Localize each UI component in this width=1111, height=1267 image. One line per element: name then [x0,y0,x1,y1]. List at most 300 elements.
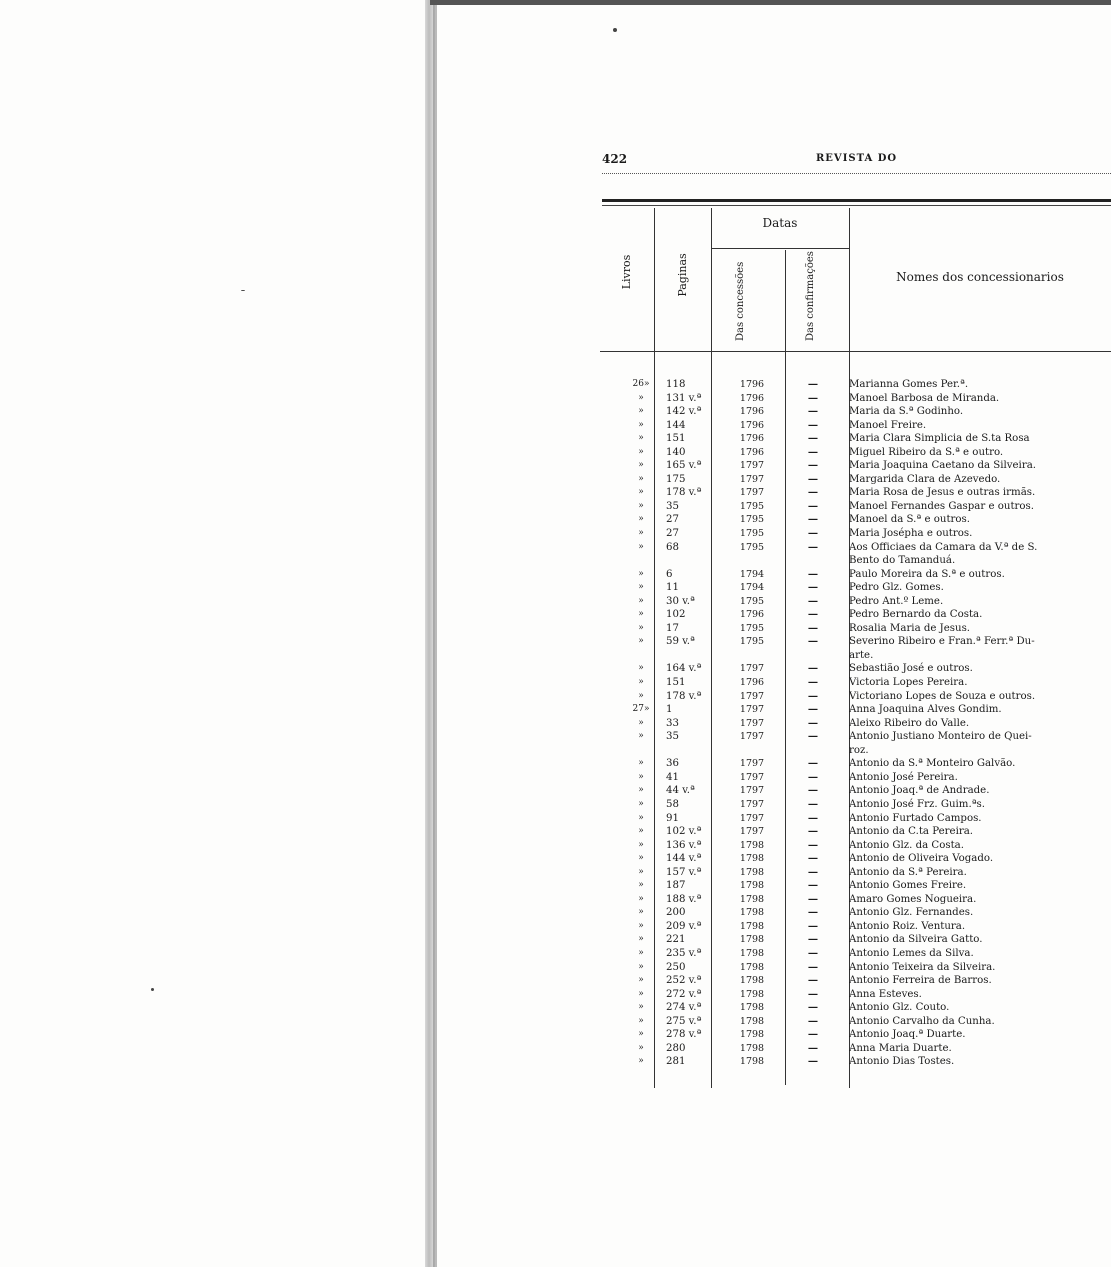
cell-concessao: 1794 [739,582,765,594]
cell-livro: » [638,920,644,931]
cell-concessao: 1796 [739,677,765,689]
cell-pagina: 91 [666,812,679,824]
cell-confirmacao: — [807,974,819,987]
cell-pagina: 209 v.ª [666,920,702,932]
cell-concessao: 1798 [739,1056,765,1068]
cell-concessao: 1795 [739,622,765,634]
cell-concessao: 1796 [739,433,765,445]
cell-nome: Pedro Bernardo da Costa. [849,609,983,621]
cell-confirmacao: — [807,378,819,390]
cell-nome: Antonio Joaq.ª de Andrade. [849,785,990,797]
cell-nome: Antonio Gomes Freire. [849,880,967,892]
cell-nome: Manoel Fernandes Gaspar e outros. [849,500,1035,512]
cell-pagina: 102 v.ª [666,826,702,838]
cell-concessao: 1795 [739,528,765,540]
cell-pagina: 164 v.ª [666,663,702,675]
cell-concessao: 1798 [739,866,765,878]
cell-livro: » [638,947,644,958]
cell-livro: » [638,866,644,877]
cell-nome: Margarida Clara de Azevedo. [849,473,1001,485]
cell-nome: Antonio da S.ª Monteiro Galvão. [849,758,1016,770]
cell-nome: Antonio Glz. Couto. [849,1002,950,1014]
cell-nome: Antonio Roiz. Ventura. [849,920,966,932]
cell-pagina: 178 v.ª [666,690,702,702]
cell-pagina: 275 v.ª [666,1015,702,1027]
cell-confirmacao: — [807,825,819,838]
table-row [602,866,1111,880]
cell-confirmacao: — [807,445,819,458]
table-row [602,1015,1111,1029]
table-row [602,527,1111,541]
cell-confirmacao: — [807,730,819,743]
cell-confirmacao: — [807,1014,819,1027]
cell-pagina: 131 v.ª [666,392,702,404]
cell-confirmacao: — [807,811,819,824]
cell-confirmacao: — [807,608,819,621]
cell-confirmacao: — [807,879,819,892]
cell-livro: » [638,595,644,606]
cell-livro: » [638,988,644,999]
cell-concessao: 1798 [739,920,765,932]
cell-livro: » [638,880,644,891]
table-row [602,717,1111,731]
cell-livro: » [638,853,644,864]
cell-nome: Pedro Glz. Gomes. [849,582,944,594]
table-row [602,473,1111,487]
cell-concessao: 1797 [739,487,765,499]
cell-concessao: 1798 [739,947,765,959]
cell-concessao: 1796 [739,392,765,404]
cell-concessao: 1798 [739,893,765,905]
cell-concessao: 1798 [739,839,765,851]
table-row [602,1055,1111,1069]
cell-confirmacao: — [807,567,819,580]
table-row [602,635,1111,649]
book-gutter-fold [433,0,437,1267]
cell-livro: » [638,798,644,809]
running-title: REVISTA DO [816,153,898,164]
table-row [602,974,1111,988]
table-row [602,730,1111,744]
cell-concessao: 1797 [739,731,765,743]
table-row [602,771,1111,785]
cell-livro: » [638,771,644,782]
table-top-rule [602,199,1111,202]
cell-pagina: 142 v.ª [666,406,702,418]
cell-confirmacao: — [807,784,819,797]
scan-speck [241,290,245,291]
table-row [602,879,1111,893]
cell-concessao: 1797 [739,663,765,675]
cell-nome: Antonio Dias Tostes. [849,1056,955,1068]
table-row [602,825,1111,839]
cell-livro: » [638,636,644,647]
cell-pagina: 58 [666,798,679,810]
cell-nome: Antonio Carvalho da Cunha. [849,1015,995,1027]
header-datas: Datas [762,216,798,230]
cell-pagina: 36 [666,758,679,770]
table-row [602,933,1111,947]
cell-confirmacao: — [807,432,819,445]
cell-confirmacao: — [807,960,819,973]
cell-livro: » [638,568,644,579]
header-das-concessoes: Das concessões [735,261,746,341]
cell-livro: » [638,460,644,471]
scan-speck [613,28,617,32]
table-row [602,662,1111,676]
cell-livro: » [638,731,644,742]
cell-livro: » [638,392,644,403]
cell-pagina: 187 [666,880,686,892]
cell-nome: Antonio Furtado Campos. [849,812,982,824]
cell-confirmacao: — [807,689,819,702]
table-row [602,432,1111,446]
table-row [602,839,1111,853]
table-row [602,459,1111,473]
cell-nome: Manoel Freire. [849,419,927,431]
cell-confirmacao: — [807,1055,819,1068]
cell-concessao: 1795 [739,636,765,648]
cell-pagina: 235 v.ª [666,947,702,959]
cell-concessao: 1797 [739,717,765,729]
cell-livro: » [638,528,644,539]
cell-pagina: 6 [666,568,673,580]
cell-pagina: 252 v.ª [666,975,702,987]
table-row [602,541,1111,555]
table-row [602,947,1111,961]
cell-livro: » [638,961,644,972]
cell-livro: » [638,541,644,552]
cell-nome: Antonio José Frz. Guim.ªs. [849,798,985,810]
cell-pagina: 250 [666,961,686,973]
cell-nome: Marianna Gomes Per.ª. [849,379,969,390]
cell-concessao: 1796 [739,419,765,431]
cell-nome: Manoel Barbosa de Miranda. [849,392,1000,404]
cell-pagina: 35 [666,731,679,743]
cell-nome: Anna Joaquina Alves Gondim. [849,704,1002,716]
cell-pagina: 178 v.ª [666,487,702,499]
cell-nome: Sebastião José e outros. [849,663,973,675]
cell-concessao: 1798 [739,907,765,919]
cell-confirmacao: — [807,459,819,472]
cell-confirmacao: — [807,486,819,499]
header-nomes: Nomes dos concessionarios [896,270,1064,284]
cell-pagina: 151 [666,677,686,689]
cell-livro: » [638,433,644,444]
table-row [602,392,1111,406]
cell-concessao: 1798 [739,988,765,1000]
scan-top-edge [430,0,1111,5]
cell-nome: Victoria Lopes Pereira. [849,677,968,689]
page-header [602,152,1111,170]
cell-confirmacao: — [807,1028,819,1041]
header-rule [602,173,1111,174]
cell-pagina: 274 v.ª [666,1002,702,1014]
table-row [602,920,1111,934]
cell-nome: Antonio Teixeira da Silveira. [849,961,996,973]
cell-concessao: 1798 [739,1042,765,1054]
cell-concessao: 1797 [739,690,765,702]
cell-nome: Maria Clara Simplicia de S.ta Rosa [849,433,1030,445]
cell-confirmacao: — [807,594,819,607]
cell-livro: » [638,839,644,850]
table-row [602,744,1111,758]
cell-livro: 26» [632,379,650,389]
cell-concessao: 1797 [739,785,765,797]
cell-concessao: 1797 [739,460,765,472]
cell-nome: Aleixo Ribeiro do Valle. [849,717,970,729]
cell-confirmacao: — [807,1041,819,1054]
cell-pagina: 221 [666,934,686,946]
cell-confirmacao: — [807,1001,819,1014]
table-row [602,798,1111,812]
table-row [602,852,1111,866]
cell-concessao: 1797 [739,704,765,716]
cell-concessao: 1794 [739,568,765,580]
page-number: 422 [602,152,628,166]
cell-livro: » [638,785,644,796]
cell-pagina: 11 [666,582,679,594]
cell-livro: » [638,609,644,620]
table-row [602,812,1111,826]
cell-livro: » [638,622,644,633]
cell-pagina: 165 v.ª [666,460,702,472]
cell-nome: Maria da S.ª Godinho. [849,406,964,418]
cell-livro: » [638,1056,644,1067]
table-row [602,608,1111,622]
cell-pagina: 118 [666,379,686,390]
cell-concessao: 1797 [739,758,765,770]
cell-nome: Rosalia Maria de Jesus. [849,622,971,634]
cell-pagina: 144 v.ª [666,853,702,865]
cell-concessao: 1797 [739,798,765,810]
cell-confirmacao: — [807,946,819,959]
table-row [602,419,1111,433]
table-row [602,757,1111,771]
cell-nome: Antonio Glz. Fernandes. [849,907,974,919]
cell-confirmacao: — [807,919,819,932]
cell-pagina: 157 v.ª [666,866,702,878]
cell-nome: Aos Officiaes da Camara da V.ª de S. [849,541,1038,553]
cell-confirmacao: — [807,933,819,946]
cell-confirmacao: — [807,621,819,634]
cell-nome: Antonio da C.ta Pereira. [849,826,974,838]
cell-livro: » [638,907,644,918]
table-row [602,513,1111,527]
table-row [602,595,1111,609]
cell-livro: » [638,500,644,511]
header-das-confirmacoes: Das confirmações [805,251,816,341]
cell-nome: Antonio Justiano Monteiro de Quei- [849,731,1032,743]
cell-livro: » [638,406,644,417]
table-row [602,568,1111,582]
cell-nome: Anna Esteves. [849,988,922,1000]
table-top-thin-rule [602,205,1111,206]
table-row [602,378,1111,392]
table-row [602,906,1111,920]
cell-confirmacao: — [807,418,819,431]
cell-pagina: 17 [666,622,679,634]
cell-pagina: 35 [666,500,679,512]
cell-concessao: 1796 [739,609,765,621]
cell-concessao: 1798 [739,1002,765,1014]
cell-nome: arte. [849,649,874,661]
cell-pagina: 188 v.ª [666,893,702,905]
cell-concessao: 1795 [739,514,765,526]
cell-nome: Maria Josépha e outros. [849,528,973,540]
table-row [602,1042,1111,1056]
cell-pagina: 1 [666,704,673,716]
cell-nome: Antonio da Silveira Gatto. [849,934,983,946]
cell-livro: » [638,582,644,593]
table-row [602,405,1111,419]
table-row [602,961,1111,975]
table-row [602,622,1111,636]
cell-pagina: 41 [666,771,679,783]
cell-concessao: 1795 [739,500,765,512]
cell-livro: » [638,717,644,728]
scan-speck [151,988,154,991]
table-row [602,893,1111,907]
cell-confirmacao: — [807,662,819,675]
table-row [602,1001,1111,1015]
cell-confirmacao: — [807,770,819,783]
cell-pagina: 175 [666,473,686,485]
cell-nome: Amaro Gomes Nogueira. [849,893,977,905]
cell-concessao: 1798 [739,961,765,973]
cell-confirmacao: — [807,527,819,540]
cell-nome: Antonio Lemes da Silva. [849,947,974,959]
cell-nome: Anna Maria Duarte. [849,1042,952,1054]
cell-pagina: 278 v.ª [666,1029,702,1041]
table-row [602,446,1111,460]
cell-concessao: 1798 [739,1015,765,1027]
table-row [602,703,1111,717]
cell-livro: » [638,1015,644,1026]
cell-livro: » [638,419,644,430]
cell-confirmacao: — [807,499,819,512]
cell-concessao: 1796 [739,379,765,390]
cell-confirmacao: — [807,472,819,485]
cell-confirmacao: — [807,405,819,418]
cell-pagina: 140 [666,446,686,458]
cell-concessao: 1797 [739,812,765,824]
cell-livro: » [638,812,644,823]
cell-pagina: 272 v.ª [666,988,702,1000]
cell-concessao: 1798 [739,975,765,987]
cell-nome: Antonio José Pereira. [849,771,958,783]
cell-confirmacao: — [807,865,819,878]
cell-pagina: 27 [666,528,679,540]
cell-confirmacao: — [807,703,819,716]
cell-livro: » [638,1029,644,1040]
cell-pagina: 281 [666,1056,686,1068]
table-row [602,784,1111,798]
cell-livro: » [638,893,644,904]
cell-livro: » [638,975,644,986]
header-livros: Livros [620,254,633,290]
cell-confirmacao: — [807,513,819,526]
cell-confirmacao: — [807,391,819,404]
cell-pagina: 27 [666,514,679,526]
table-row [602,554,1111,568]
cell-pagina: 200 [666,907,686,919]
table-row [602,1028,1111,1042]
cell-livro: 27» [632,704,650,715]
cell-confirmacao: — [807,987,819,1000]
cell-nome: Severino Ribeiro e Fran.ª Ferr.ª Du- [849,636,1035,648]
cell-concessao: 1796 [739,446,765,458]
cell-concessao: 1797 [739,473,765,485]
cell-livro: » [638,1002,644,1013]
cell-nome: roz. [849,744,869,756]
cell-concessao: 1795 [739,595,765,607]
header-bottom-rule [600,351,1111,352]
cell-nome: Miguel Ribeiro da S.ª e outro. [849,446,1004,458]
cell-pagina: 33 [666,717,679,729]
table-row [602,649,1111,663]
datas-underline [711,248,849,249]
cell-confirmacao: — [807,757,819,770]
cell-livro: » [638,677,644,688]
table-row [602,676,1111,690]
cell-livro: » [638,934,644,945]
cell-pagina: 136 v.ª [666,839,702,851]
cell-livro: » [638,487,644,498]
cell-nome: Manoel da S.ª e outros. [849,514,971,526]
cell-nome: Maria Rosa de Jesus e outras irmãs. [849,487,1036,499]
cell-nome: Victoriano Lopes de Souza e outros. [849,690,1036,702]
table-row [602,500,1111,514]
cell-confirmacao: — [807,892,819,905]
cell-concessao: 1797 [739,771,765,783]
cell-pagina: 68 [666,541,679,553]
header-paginas: Paginas [676,253,689,297]
cell-confirmacao: — [807,797,819,810]
cell-nome: Maria Joaquina Caetano da Silveira. [849,460,1037,472]
table-body [602,378,1111,1069]
cell-confirmacao: — [807,581,819,594]
cell-livro: » [638,473,644,484]
cell-livro: » [638,690,644,701]
table-row [602,690,1111,704]
cell-confirmacao: — [807,635,819,648]
cell-nome: Pedro Ant.º Leme. [849,595,944,607]
table-row [602,486,1111,500]
cell-livro: » [638,1042,644,1053]
cell-pagina: 102 [666,609,686,621]
cell-pagina: 30 v.ª [666,595,695,607]
table-row [602,581,1111,595]
cell-nome: Bento do Tamanduá. [849,555,956,567]
cell-livro: » [638,446,644,457]
cell-livro: » [638,826,644,837]
cell-confirmacao: — [807,716,819,729]
cell-confirmacao: — [807,838,819,851]
cell-confirmacao: — [807,852,819,865]
cell-nome: Antonio Glz. da Costa. [849,839,964,851]
cell-confirmacao: — [807,906,819,919]
cell-pagina: 44 v.ª [666,785,695,797]
cell-concessao: 1798 [739,934,765,946]
cell-concessao: 1797 [739,826,765,838]
cell-pagina: 151 [666,433,686,445]
table-row [602,988,1111,1002]
cell-nome: Antonio de Oliveira Vogado. [849,853,994,865]
cell-nome: Antonio Ferreira de Barros. [849,975,992,987]
cell-nome: Antonio Joaq.ª Duarte. [849,1029,966,1041]
cell-pagina: 59 v.ª [666,636,695,648]
